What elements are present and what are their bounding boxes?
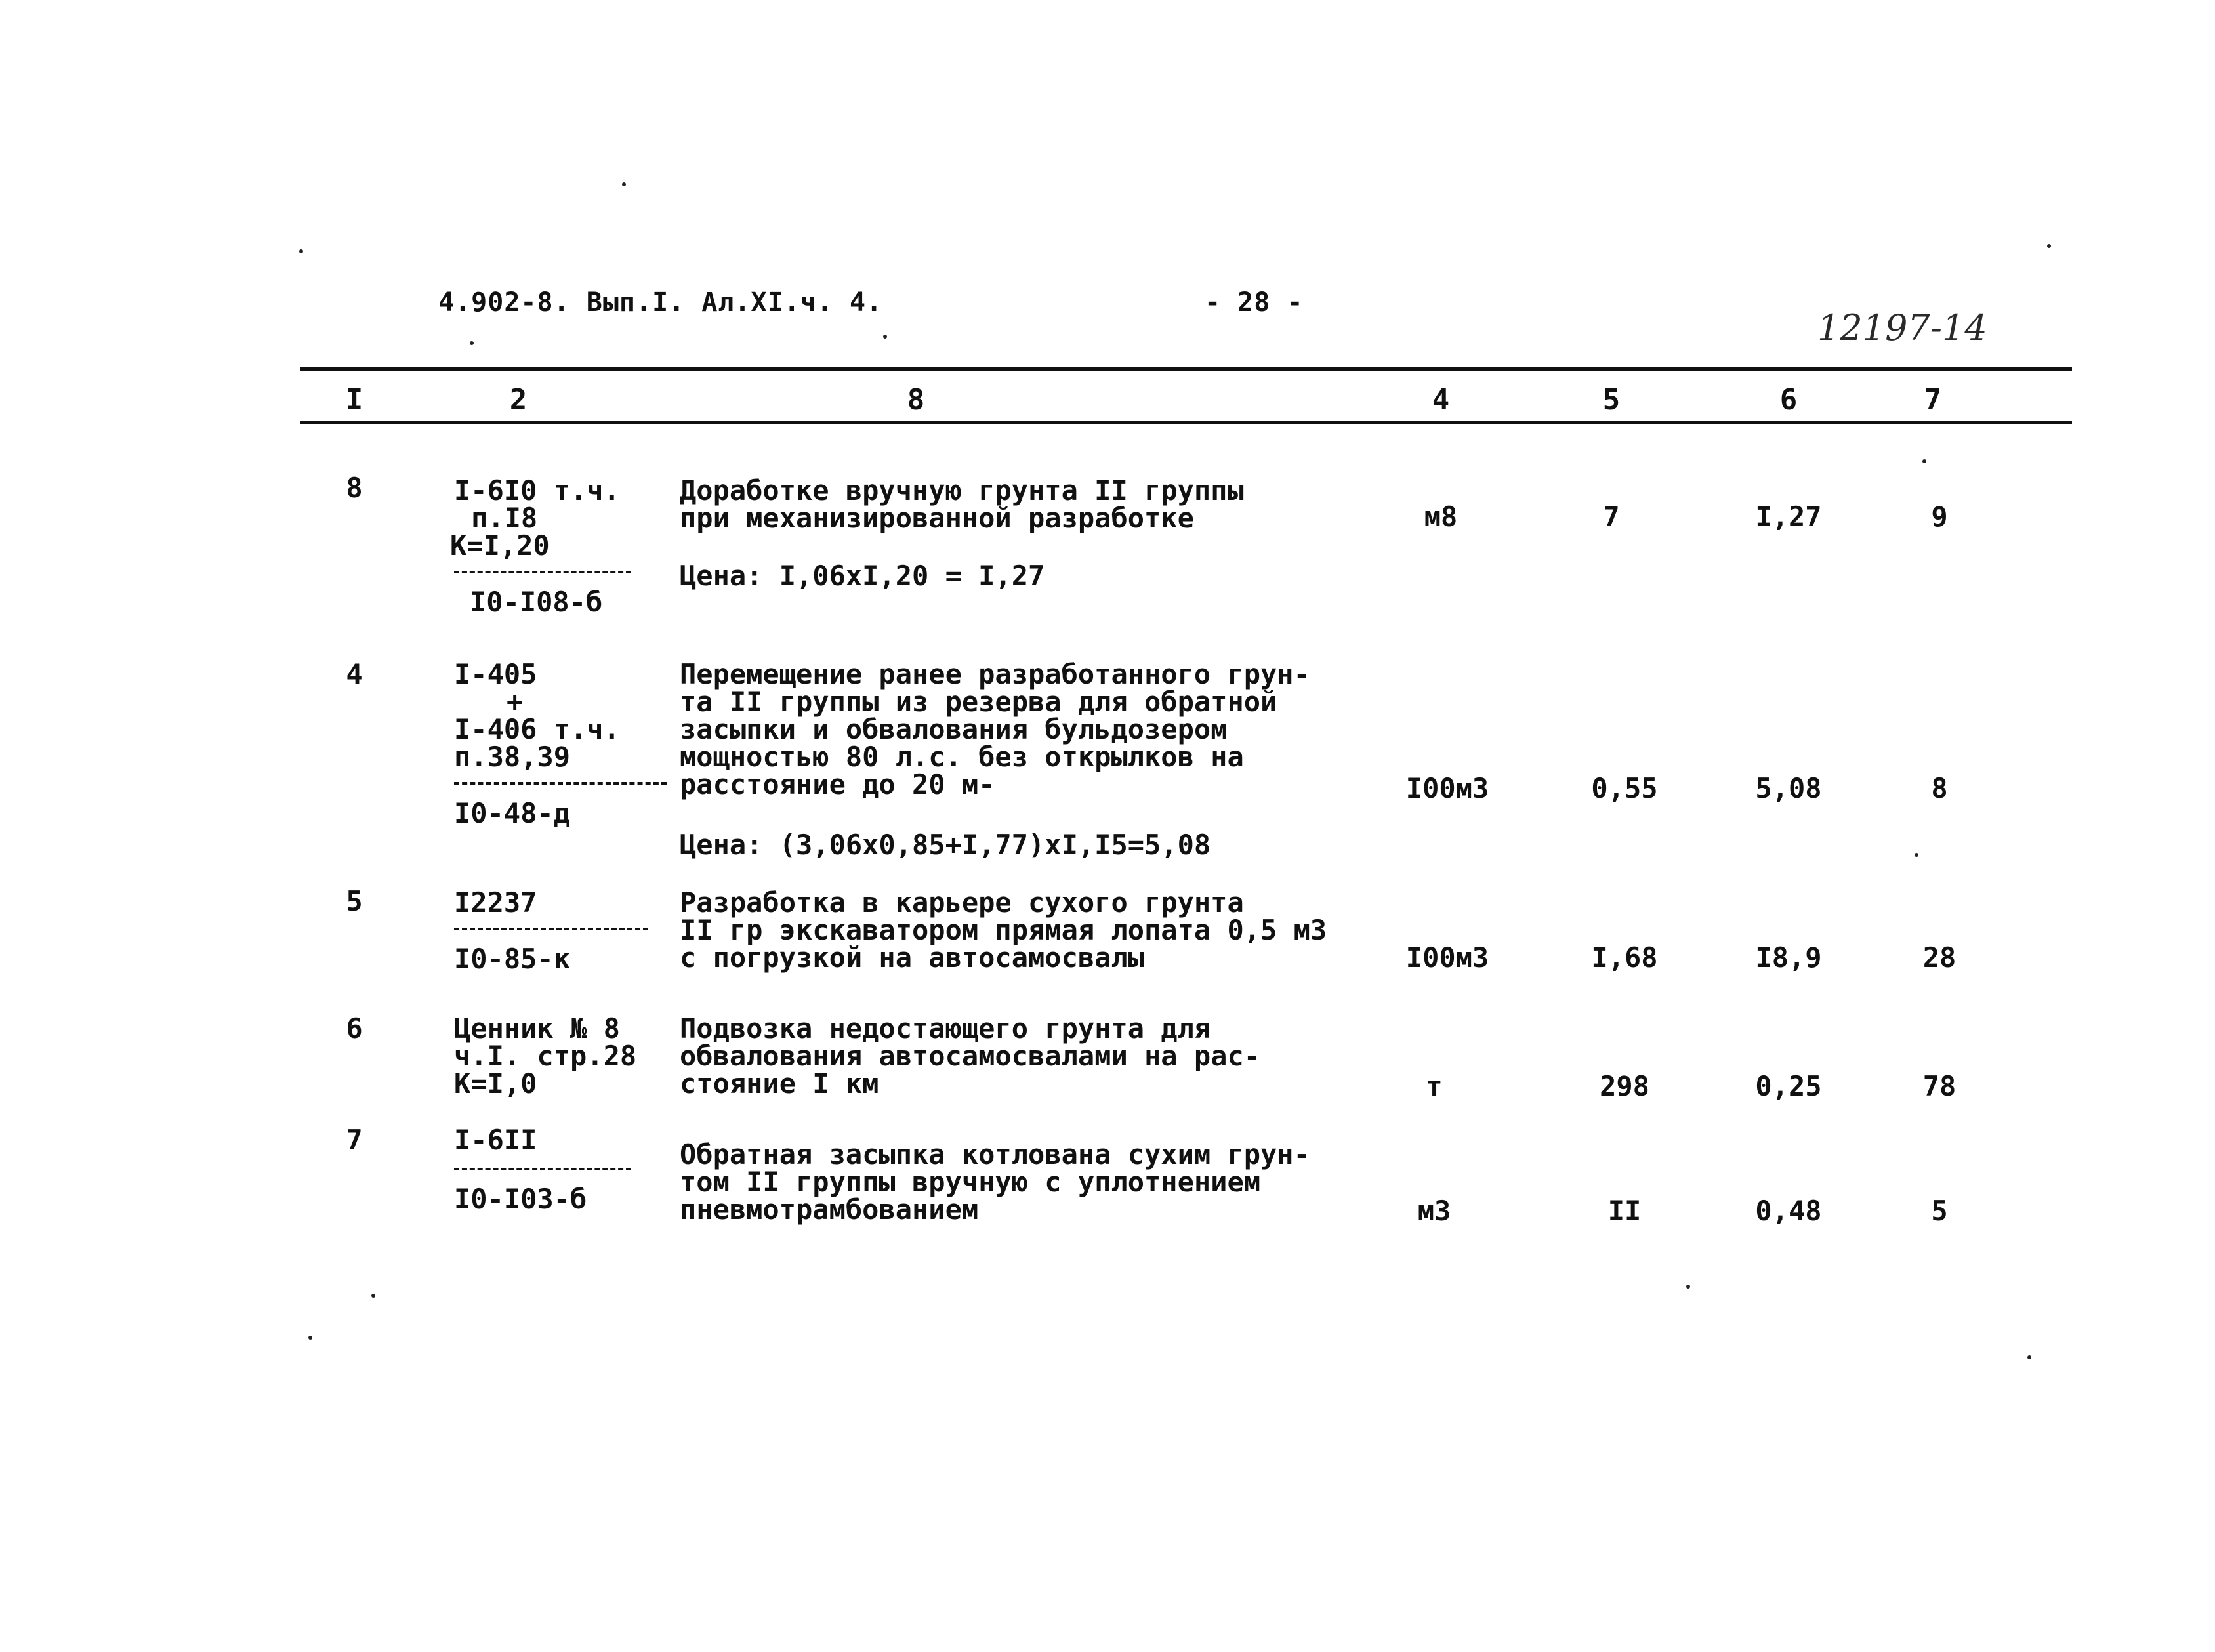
row-number: 5	[346, 885, 363, 917]
code-line: I-405	[454, 658, 537, 690]
description-line: засыпки и обвалования бульдозером	[680, 713, 1228, 745]
code-divider	[454, 1168, 631, 1170]
description-line: та II группы из резерва для обратной	[680, 686, 1277, 718]
scan-speck	[883, 335, 887, 339]
row-number: 7	[346, 1124, 363, 1156]
column-header-7: 7	[1924, 383, 1942, 417]
unit-value: м3	[1417, 1195, 1451, 1227]
column-header-6: 6	[1779, 383, 1798, 417]
code-line: ч.I. стр.28	[454, 1040, 637, 1072]
scan-speck	[2047, 244, 2051, 248]
handwritten-reference: 12197-14	[1817, 307, 1987, 348]
quantity-value: 0,55	[1591, 772, 1658, 804]
scan-speck	[622, 182, 626, 186]
row-number: 8	[346, 472, 363, 504]
total-value: 9	[1931, 501, 1948, 533]
quantity-value: II	[1607, 1195, 1642, 1227]
unit-cost-value: I8,9	[1755, 941, 1822, 974]
description-line: с погрузкой на автосамосвалы	[680, 941, 1145, 974]
scan-speck	[1686, 1285, 1690, 1289]
unit-value: I00м3	[1405, 772, 1489, 804]
unit-cost-value: 0,48	[1755, 1195, 1822, 1227]
code-line: п.I8	[471, 502, 538, 534]
page-number: - 28 -	[1205, 287, 1304, 318]
total-value: 8	[1931, 772, 1948, 804]
description-line: Доработке вручную грунта II группы	[680, 474, 1244, 506]
quantity-value: 7	[1603, 501, 1620, 533]
total-value: 5	[1931, 1195, 1948, 1227]
column-header-3: 8	[907, 383, 925, 417]
description-line: II гр экскаватором прямая лопата 0,5 м3	[680, 914, 1327, 946]
scan-speck	[1922, 459, 1926, 463]
code-line: I-6II	[454, 1124, 537, 1156]
description-line: при механизированной разработке	[680, 502, 1194, 534]
quantity-value: 298	[1600, 1070, 1649, 1102]
unit-cost-value: 0,25	[1755, 1070, 1822, 1102]
price-formula: Цена: (3,06x0,85+I,77)xI,I5=5,08	[680, 829, 1211, 861]
code-line: I0-48-д	[454, 797, 571, 829]
total-value: 28	[1922, 941, 1956, 974]
column-header-1: I	[345, 383, 363, 417]
document-reference: 4.902-8. Вып.I. Ал.XI.ч. 4.	[438, 287, 883, 318]
unit-cost-value: I,27	[1755, 501, 1822, 533]
scan-speck	[371, 1294, 375, 1298]
code-line: +	[507, 686, 524, 718]
unit-value: м8	[1424, 501, 1458, 533]
table-header-rule	[300, 421, 2072, 424]
code-line: I-406 т.ч.	[454, 713, 620, 745]
code-line: I0-85-к	[454, 943, 571, 975]
column-header-5: 5	[1602, 383, 1621, 417]
quantity-value: I,68	[1591, 941, 1658, 974]
column-header-2: 2	[509, 383, 528, 417]
code-line: Ценник № 8	[454, 1012, 620, 1044]
unit-value: I00м3	[1405, 941, 1489, 974]
column-header-4: 4	[1432, 383, 1450, 417]
description-line: расстояние до 20 м-	[680, 768, 995, 800]
code-line: п.38,39	[454, 741, 571, 773]
unit-cost-value: 5,08	[1755, 772, 1822, 804]
unit-value: т	[1426, 1070, 1443, 1102]
code-divider	[454, 571, 631, 573]
description-line: Перемещение ранее разработанного грун-	[680, 658, 1310, 690]
code-line: К=I,0	[454, 1067, 537, 1100]
description-line: Обратная засыпка котлована сухим грун-	[680, 1138, 1310, 1170]
price-formula: Цена: I,06xI,20 = I,27	[680, 560, 1045, 592]
total-value: 78	[1922, 1070, 1956, 1102]
code-line: I-6I0 т.ч.	[454, 474, 620, 506]
code-divider	[454, 928, 648, 930]
table-top-rule	[300, 367, 2072, 371]
description-line: стояние I км	[680, 1067, 879, 1100]
code-line: К=I,20	[450, 529, 550, 562]
description-line: мощностью 80 л.с. без открылков на	[680, 741, 1244, 773]
scan-speck	[1915, 853, 1918, 857]
code-line: I0-I03-б	[454, 1183, 587, 1215]
scan-speck	[299, 249, 303, 253]
code-line: I0-I08-б	[470, 586, 603, 618]
code-divider	[454, 782, 667, 785]
description-line: том II группы вручную с уплотнением	[680, 1166, 1261, 1198]
description-line: Подвозка недостающего грунта для	[680, 1012, 1211, 1044]
scan-speck	[2027, 1355, 2031, 1359]
description-line: обвалования автосамосвалами на рас-	[680, 1040, 1261, 1072]
scan-speck	[470, 341, 474, 345]
description-line: Разработка в карьере сухого грунта	[680, 886, 1244, 919]
row-number: 6	[346, 1012, 363, 1044]
row-number: 4	[346, 658, 363, 690]
description-line: пневмотрамбованием	[680, 1193, 979, 1226]
scan-speck	[308, 1336, 312, 1340]
code-line: I2237	[454, 886, 537, 919]
